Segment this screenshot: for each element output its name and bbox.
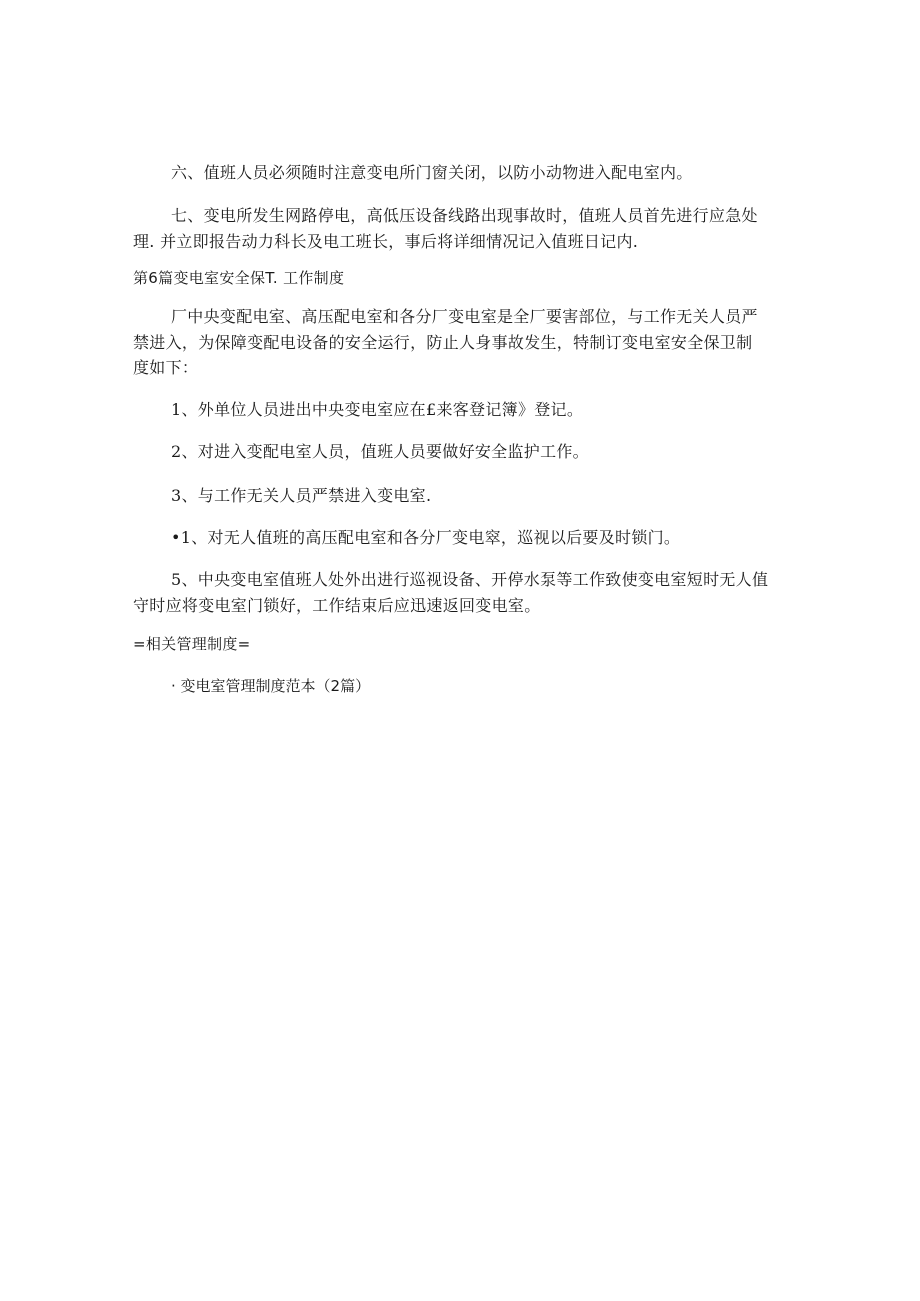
paragraph-six: 六、值班人员必须随时注意变电所门窗关闭，以防小动物进入配电室内。 (171, 163, 693, 182)
rule-3: 3、与工作无关人员严禁进入变电室. (171, 486, 432, 505)
rule-2: 2、对进入变配电室人员，值班人员要做好安全监护工作。 (171, 442, 589, 461)
related-link[interactable]: · 变电室管理制度范本（2篇） (171, 677, 371, 695)
paragraph-seven-line-1: 七、变电所发生网路停电，高低压设备线路出现事故时，值班人员首先进行应急处 (171, 206, 758, 225)
intro-line-1: 厂中央变配电室、高压配电室和各分厂变电室是全厂要害部位，与工作无关人员严 (171, 307, 758, 326)
intro-line-2: 禁进入，为保障变配电设备的安全运行，防止人身事故发生，特制订变电室安全保卫制 (133, 333, 753, 352)
rule-4: •1、对无人值班的高压配电室和各分厂变电窣，巡视以后要及时锁门。 (171, 528, 681, 547)
rule-5-line-1: 5、中央变电室值班人处外出进行巡视设备、开停水泵等工作致使变电室短时无人值 (171, 570, 769, 589)
rule-1: 1、外单位人员进出中央变电室应在£来客登记簿》登记。 (171, 400, 584, 419)
paragraph-seven-line-2: 理. 并立即报告动力科长及电工班长，事后将详细情况记入值班日记内. (133, 232, 639, 251)
related-heading: =相关管理制度= (133, 635, 251, 653)
intro-line-3: 度如下： (133, 358, 199, 377)
section-title: 第6篇变电室安全保T. 工作制度 (133, 269, 345, 287)
rule-5-line-2: 守时应将变电室门锁好，工作结束后应迅速返回变电室。 (133, 596, 541, 615)
